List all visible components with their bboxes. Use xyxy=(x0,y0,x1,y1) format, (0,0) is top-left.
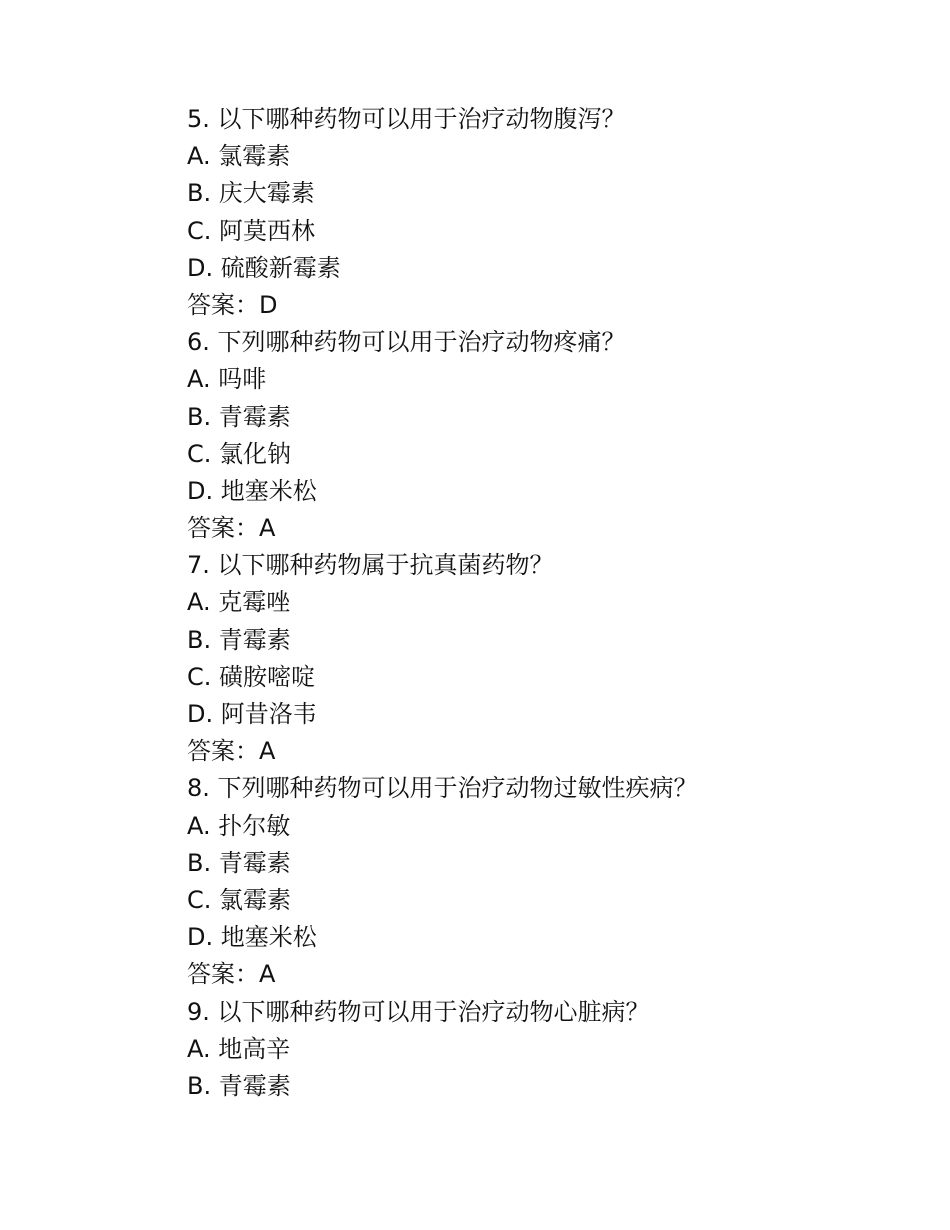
question-text: 9. 以下哪种药物可以用于治疗动物心脏病？ xyxy=(187,997,650,1026)
question-6 xyxy=(187,324,887,547)
option-b: B. 青霉素 xyxy=(187,625,291,654)
option-c: C. 阿莫西林 xyxy=(187,216,316,245)
answer-text: 答案：A xyxy=(187,737,276,766)
option-b: B. 青霉素 xyxy=(187,1071,291,1100)
option-a: A. 地高辛 xyxy=(187,1034,291,1063)
option-c: C. 氯霉素 xyxy=(187,885,292,914)
option-b: B. 庆大霉素 xyxy=(187,179,315,208)
option-b: B. 青霉素 xyxy=(187,402,291,431)
option-d: D. 硫酸新霉素 xyxy=(187,253,341,282)
option-c: C. 氯化钠 xyxy=(187,439,292,468)
question-text: 5. 以下哪种药物可以用于治疗动物腹泻？ xyxy=(187,105,626,133)
option-a: A. 吗啡 xyxy=(187,365,267,394)
question-text: 6. 下列哪种药物可以用于治疗动物疼痛？ xyxy=(187,328,626,357)
question-8 xyxy=(187,770,887,993)
answer-text: 答案：D xyxy=(187,290,278,319)
question-5 xyxy=(187,101,887,324)
option-c: C. 磺胺嘧啶 xyxy=(187,662,316,691)
question-9 xyxy=(187,994,887,1106)
question-text: 7. 以下哪种药物属于抗真菌药物？ xyxy=(187,551,554,580)
option-d: D. 地塞米松 xyxy=(187,923,317,952)
answer-text: 答案：A xyxy=(187,514,276,543)
question-list xyxy=(187,101,887,1105)
option-a: A. 氯霉素 xyxy=(187,142,291,171)
answer-text: 答案：A xyxy=(187,960,276,989)
option-d: D. 阿昔洛韦 xyxy=(187,700,317,728)
question-7 xyxy=(187,547,887,770)
option-a: A. 克霉唑 xyxy=(187,588,291,617)
option-a: A. 扑尔敏 xyxy=(187,811,291,840)
option-b: B. 青霉素 xyxy=(187,848,291,877)
option-d: D. 地塞米松 xyxy=(187,476,317,505)
question-text: 8. 下列哪种药物可以用于治疗动物过敏性疾病？ xyxy=(187,774,698,803)
